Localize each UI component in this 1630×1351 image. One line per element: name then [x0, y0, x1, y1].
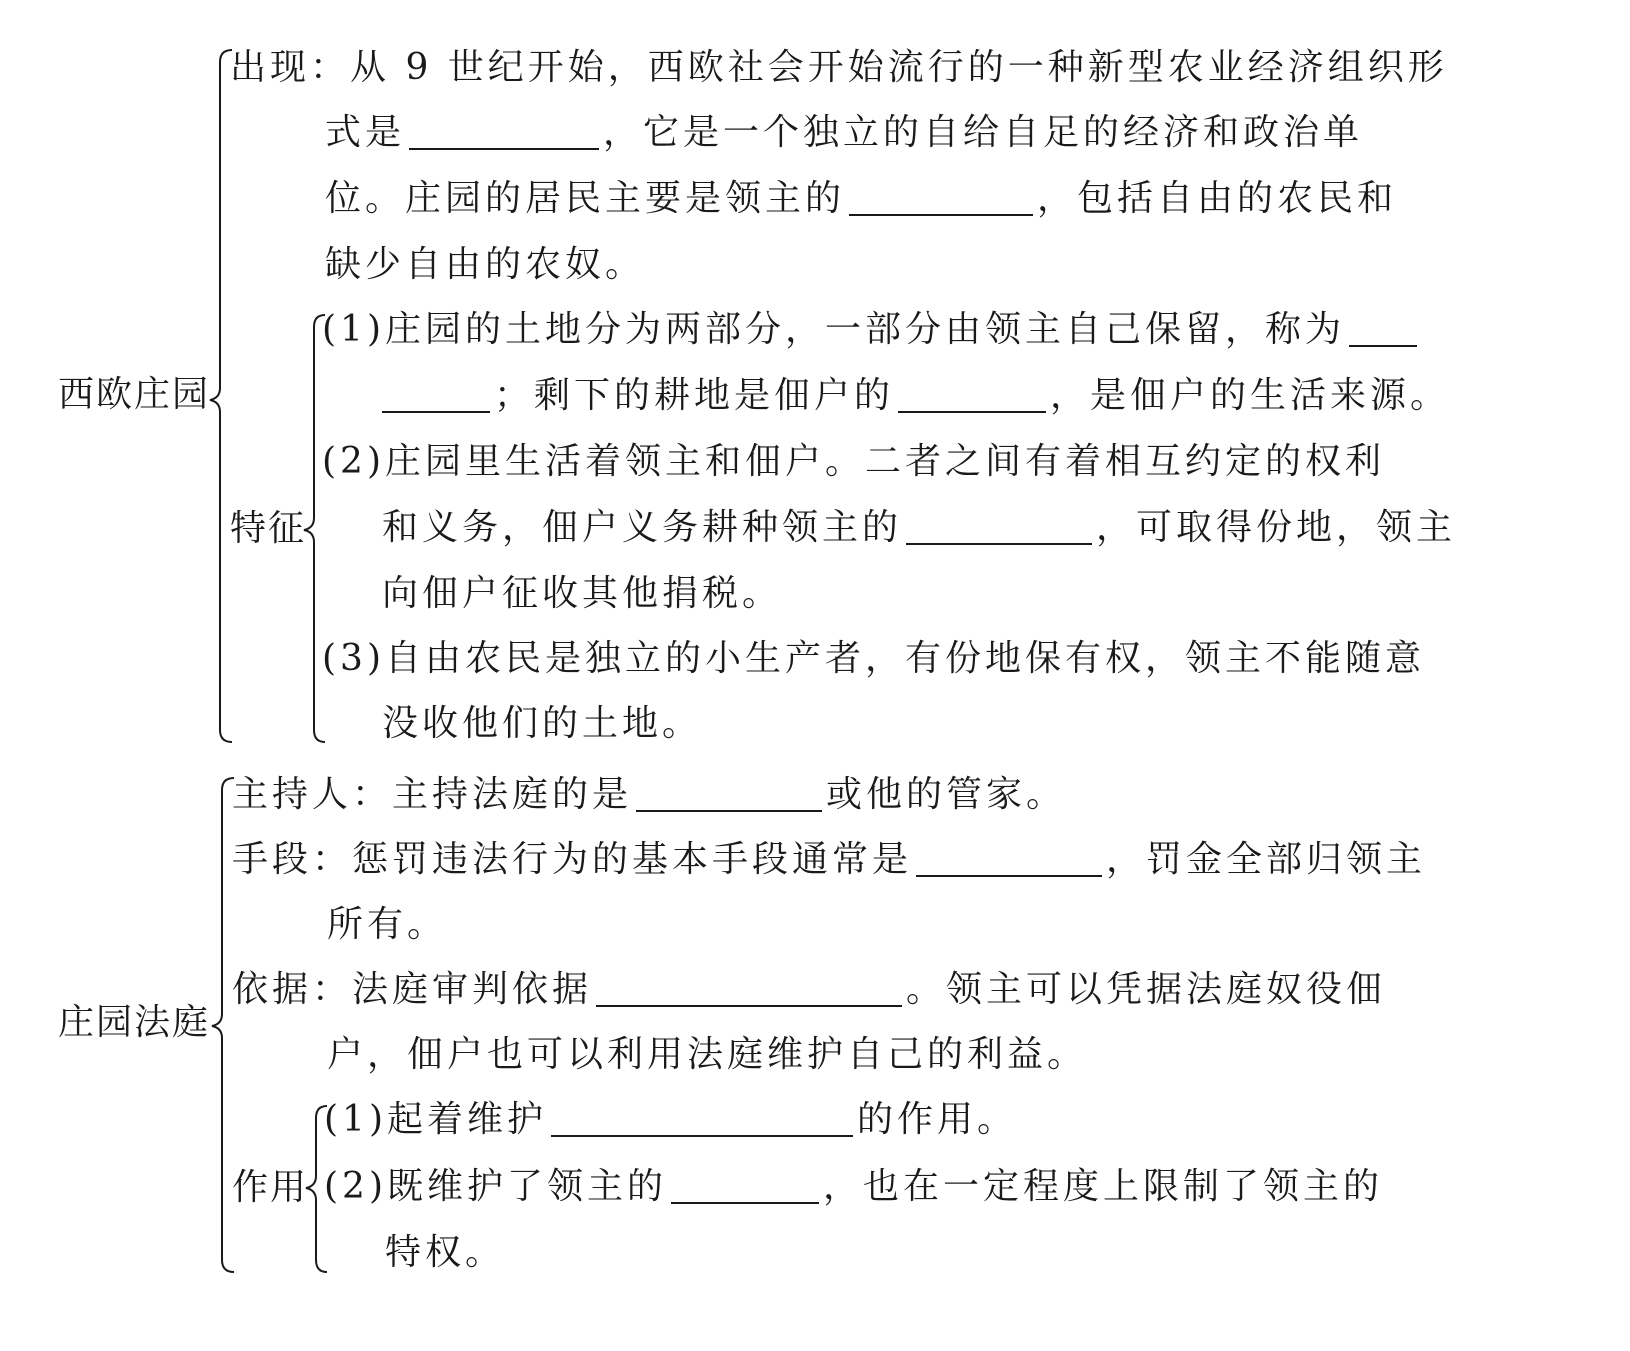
feature1-text-b: ；剩下的耕地是佃户的: [494, 375, 895, 416]
topic-western-manor: 西欧庄园: [58, 374, 211, 415]
feature1-text-c: ，是佃户的生活来源。: [1050, 375, 1451, 416]
means-line-2: [327, 903, 447, 947]
feature1-text-a: (1)庄园的土地分为两部分，一部分由领主自己保留，称为: [322, 309, 1345, 350]
role1-text-a: (1)起着维护: [324, 1099, 547, 1140]
host-line: [232, 773, 1066, 817]
blank-court-means[interactable]: [916, 839, 1102, 877]
basis-line-2: [327, 1033, 1087, 1077]
appear-text-4: 缺少自由的农奴。: [325, 244, 646, 285]
feature2-text-d: 向佃户征收其他捐税。: [382, 573, 783, 614]
means-text-a: 手段：惩罚违法行为的基本手段通常是: [232, 839, 913, 880]
appear-text-3a: 位。庄园的居民主要是领主的: [325, 178, 846, 219]
feature2-text-a: (2)庄园里生活着领主和佃户。二者之间有着相互约定的权利: [322, 441, 1385, 482]
role2-line-1: [324, 1165, 1383, 1209]
appear-text-1: 出现：从 9 世纪开始，西欧社会开始流行的一种新型农业经济组织形: [230, 47, 1448, 88]
appear-text-2a: 式是: [325, 112, 406, 153]
blank-court-host[interactable]: [636, 774, 822, 812]
role2-text-a: (2)既维护了领主的: [324, 1166, 667, 1207]
means-text-c: 所有。: [327, 904, 448, 945]
role1-line: [324, 1098, 1017, 1142]
host-text-a: 主持人：主持法庭的是: [232, 774, 633, 815]
basis-text-c: 户，佃户也可以利用法庭维护自己的利益。: [327, 1034, 1088, 1075]
appear-text-2b: ，它是一个独立的自给自足的经济和政治单: [603, 112, 1364, 153]
feature3-text-b: 没收他们的土地。: [382, 703, 703, 744]
blank-lord-interest[interactable]: [671, 1166, 819, 1204]
role-label: 作用: [232, 1167, 309, 1208]
blank-court-basis[interactable]: [596, 969, 902, 1007]
blank-role-maintain[interactable]: [551, 1099, 853, 1137]
means-text-b: ，罚金全部归领主: [1106, 839, 1427, 880]
role1-text-b: 的作用。: [857, 1099, 1018, 1140]
role2-text-b: ，也在一定程度上限制了领主的: [823, 1166, 1384, 1207]
role2-line-2: [385, 1231, 505, 1275]
basis-text-b: 。领主可以凭据法庭奴役佃: [906, 969, 1387, 1010]
topic-manor-court: 庄园法庭: [58, 1002, 211, 1043]
appear-text-3b: ，包括自由的农民和: [1037, 178, 1398, 219]
means-line-1: [232, 838, 1426, 882]
basis-text-a: 依据：法庭审判依据: [232, 969, 593, 1010]
feature2-text-b: 和义务，佃户义务耕种领主的: [382, 507, 903, 548]
feature3-text-a: (3)自由农民是独立的小生产者，有份地保有权，领主不能随意: [322, 638, 1425, 679]
feature-label: 特征: [230, 508, 307, 549]
role2-text-c: 特权。: [385, 1232, 506, 1273]
host-text-b: 或他的管家。: [826, 774, 1067, 815]
basis-line-1: [232, 968, 1386, 1012]
feature2-text-c: ，可取得份地，领主: [1096, 507, 1457, 548]
